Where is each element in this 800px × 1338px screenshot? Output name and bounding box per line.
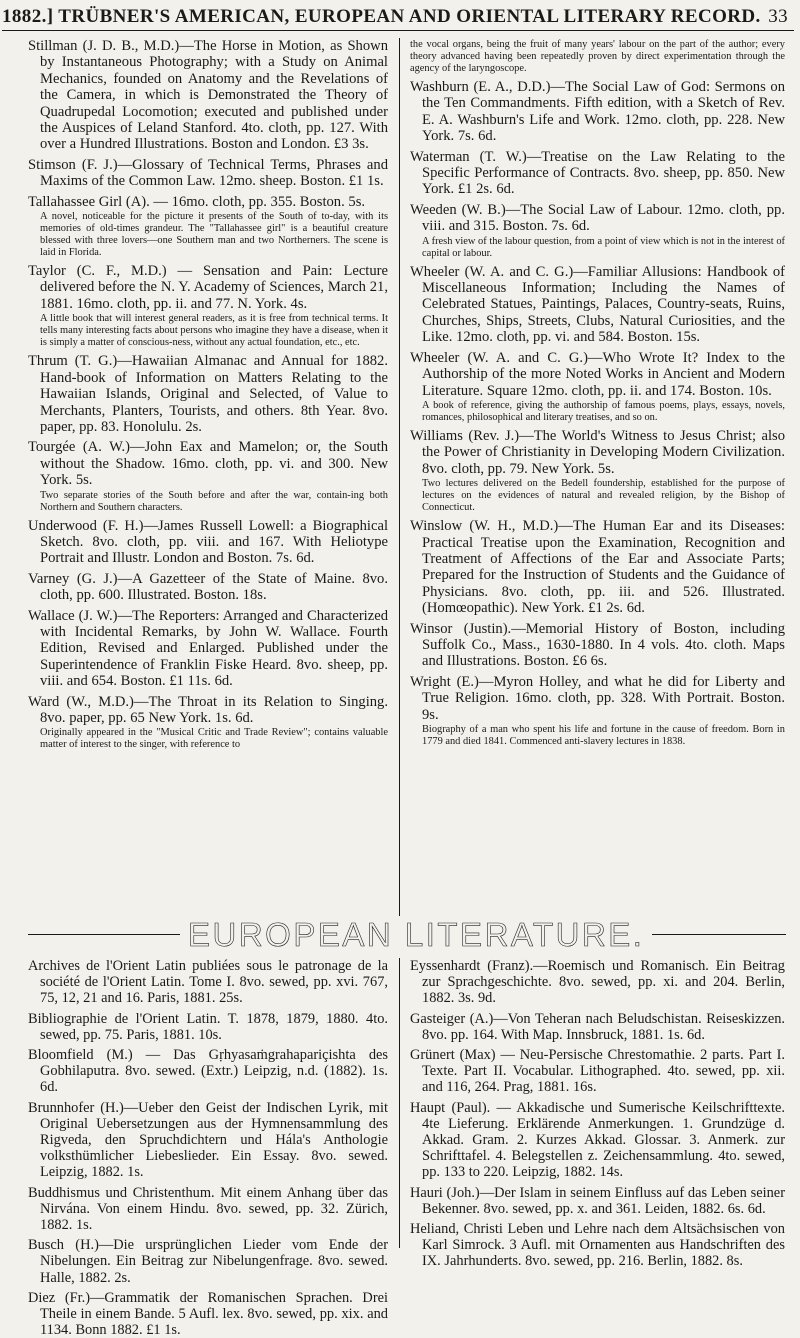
catalog-entry bbox=[28, 1290, 388, 1338]
entry-text: Wallace (J. W.)—The Reporters: Arranged and Characterized with Incidental Remarks, by John W. Wallace. Fourth Edition, Revised and Enlarged. Published under the Superintendence of Franklin Fiske Heard. 8vo. sheep, pp. viii. and 654. Boston. £1 11s. 6d. bbox=[28, 607, 388, 690]
entry-text: Brunnhofer (H.)—Ueber den Geist der Indischen Lyrik, mit Original Uebersetzungen aus der Hymnensammlung des Rigveda, den Spruchdichtern und Hála's Anthologie volksthümlicher Liebeslieder. Ein Essay. 8vo. sewed. Leipzig, 1882. 1s. bbox=[28, 1099, 388, 1181]
column-bottom-right bbox=[410, 958, 785, 1270]
entry-text: Varney (G. J.)—A Gazetteer of the State of Maine. 8vo. cloth, pp. 600. Illustrated. Boston. 18s. bbox=[28, 570, 388, 604]
catalog-entry bbox=[28, 694, 388, 752]
entry-text: Winslow (W. H., M.D.)—The Human Ear and its Diseases: Practical Treatise upon the Examination, Recognition and Treatment of Affections of the Ear and Associate Parts; Prepared for the Instruction of Students and the Guidance of Physicians. 8vo. cloth, pp. iii. and 526. Illustrated. (Homœopathic). New York. £1 2s. 6d. bbox=[410, 518, 785, 617]
entry-note: Originally appeared in the "Musical Critic and Trade Review"; contains valuable matter of interest to the singer, with reference to bbox=[40, 727, 388, 751]
entry-text: Archives de l'Orient Latin publiées sous le patronage de la société de l'Orient Latin. Tome I. 8vo. sewed, pp. xvi. 767, 75, 12, 21 and 16. Paris, 1881. 25s. bbox=[28, 958, 388, 1007]
catalog-entry bbox=[28, 263, 388, 349]
catalog-entry bbox=[28, 157, 388, 190]
catalog-entry bbox=[28, 958, 388, 1007]
entry-text: Waterman (T. W.)—Treatise on the Law Relating to the Specific Performance of Contracts. 8vo. sheep, pp. 850. New York. £1 2s. 6d. bbox=[410, 148, 785, 198]
entry-text: Diez (Fr.)—Grammatik der Romanischen Sprachen. Drei Theile in einem Bande. 5 Aufl. lex. 8vo. sewed, pp. xix. and 1134. Bonn 1882. £1 1s. bbox=[28, 1289, 388, 1338]
catalog-entry bbox=[28, 1100, 388, 1181]
entry-text: Taylor (C. F., M.D.) — Sensation and Pain: Lecture delivered before the N. Y. Academy of Sciences, March 21, 1881. 16mo. cloth, pp. ii. and 77. N. York. 4s. bbox=[28, 263, 388, 312]
catalog-entry bbox=[28, 439, 388, 513]
running-header bbox=[2, 6, 794, 31]
column-top-left bbox=[28, 38, 388, 928]
catalog-entry bbox=[410, 202, 785, 260]
catalog-entry bbox=[28, 353, 388, 435]
entry-text: Thrum (T. G.)—Hawaiian Almanac and Annual for 1882. Hand-book of Information on Matters Relating to the Hawaiian Islands, Original and Selected, of Value to Merchants, Planters, Tourists, and others. 8th Year. 8vo. paper, pp. 83. Honolulu. 2s. bbox=[28, 353, 388, 435]
section-title: EUROPEAN LITERATURE. bbox=[180, 916, 652, 952]
entry-text: Grünert (Max) — Neu-Persische Chrestomathie. 2 parts. Part I. Texte. Part II. Vocabular. Lithographed. 4to. sewed, pp. xii. and 116, 264. Prag, 1881. 16s. bbox=[410, 1047, 785, 1096]
entry-note: A little book that will interest general readers, as it is free from technical terms. It tells many interesting facts about persons who imagine they have a disease, when it is simply a matter of conscious-ness, without any actual foundation, etc., etc. bbox=[40, 313, 388, 349]
entry-text: Washburn (E. A., D.D.)—The Social Law of God: Sermons on the Ten Commandments. Fifth edition, with a Sketch of Rev. E. A. Washburn's Life and Work. 12mo. cloth, pp. 228. New York. 7s. 6d. bbox=[410, 79, 785, 145]
catalog-entry bbox=[410, 958, 785, 1007]
entry-text: Wright (E.)—Myron Holley, and what he did for Liberty and True Religion. 16mo. cloth, pp. 328. With Portrait. Boston. 9s. bbox=[410, 673, 785, 723]
catalog-entry bbox=[410, 350, 785, 424]
column-bottom-left bbox=[28, 958, 388, 1338]
catalog-entry bbox=[28, 38, 388, 153]
catalog-entry bbox=[410, 621, 785, 670]
entry-text: Buddhismus und Christenthum. Mit einem Anhang über das Nirvána. Von einem Hindu. 8vo. sewed, pp. 32. Zürich, 1882. 1s. bbox=[28, 1184, 388, 1234]
catalog-entry bbox=[28, 518, 388, 567]
entry-text: Stimson (F. J.)—Glossary of Technical Terms, Phrases and Maxims of the Common Law. 12mo. sheep. Boston. £1 1s. bbox=[28, 156, 388, 190]
entry-text: Bibliographie de l'Orient Latin. T. 1878, 1879, 1880. 4to. sewed, pp. 75. Paris, 1881. 10s. bbox=[28, 1010, 388, 1043]
entry-text: Eyssenhardt (Franz).—Roemisch und Romanisch. Ein Beitrag zur Sprachgeschichte. 8vo. sewed, pp. xi. and 204. Berlin, 1882. 3s. 9d. bbox=[410, 958, 785, 1007]
entry-text: Gasteiger (A.)—Von Teheran nach Beludschistan. Reiseskizzen. 8vo. pp. 164. With Map. Innsbruck, 1881. 1s. 6d. bbox=[410, 1010, 785, 1043]
catalog-entry bbox=[28, 1185, 388, 1234]
entry-note: A novel, noticeable for the picture it presents of the South of to-day, with its memories of old-times grandeur. The "Tallahassee girl" is a beautiful creature blessed with three lovers—one Southern man and two Northerners. The scene is laid in Florida. bbox=[40, 211, 388, 259]
entry-text: Winsor (Justin).—Memorial History of Boston, including Suffolk Co., Mass., 1630-1880. In 4 vols. 4to. cloth. Maps and Illustrations. Boston. £6 6s. bbox=[410, 620, 785, 670]
entry-note: Biography of a man who spent his life and fortune in the cause of freedom. Born in 1779 and died 1841. Commenced anti-slavery lectures in 1838. bbox=[422, 724, 785, 747]
entry-text: Bloomfield (M.) — Das Gṛhyasaṁgrahapariçishta des Gobhilaputra. 8vo. sewed. (Extr.) Leipzig, n.d. (1882). 1s. 6d. bbox=[28, 1047, 388, 1096]
entry-text: Stillman (J. D. B., M.D.)—The Horse in Motion, as Shown by Instantaneous Photography; with a Study on Animal Mechanics, founded on Anatomy and the Revelations of the Camera, in which is Demonstrated the Theory of Quadrupedal Locomotion; executed and published under the Auspices of Leland Stanford. 4to. cloth, pp. 127. With over a Hundred Illustrations. Boston and London. £3 3s. bbox=[28, 38, 388, 153]
entry-text: Busch (H.)—Die ursprünglichen Lieder vom Ende der Nibelungen. Ein Beitrag zur Nibelungenfrage. 8vo. sewed. Halle, 1882. 2s. bbox=[28, 1237, 388, 1286]
catalog-entry bbox=[410, 79, 785, 145]
catalog-entry bbox=[410, 1047, 785, 1096]
column-divider-top bbox=[399, 38, 400, 928]
catalog-entry bbox=[410, 1221, 785, 1270]
entry-text: Heliand, Christi Leben und Lehre nach dem Altsächsischen von Karl Simrock. 3 Aufl. mit Ornamenten aus Handschriften des IX. Jahrhunderts. 8vo. sewed, pp. 216. Berlin, 1882. 8s. bbox=[410, 1221, 785, 1270]
catalog-entry bbox=[28, 194, 388, 259]
entry-note: A fresh view of the labour question, from a point of view which is not in the interest of capital or labour. bbox=[422, 235, 785, 259]
column-divider-bottom bbox=[399, 958, 400, 1248]
catalog-entry bbox=[410, 1185, 785, 1217]
catalog-entry bbox=[410, 149, 785, 198]
catalog-entry bbox=[410, 39, 785, 75]
catalog-entry bbox=[410, 264, 785, 346]
entry-text: Williams (Rev. J.)—The World's Witness to Jesus Christ; also the Power of Christianity in Developing Modern Civilization. 8vo. cloth, pp. 79. New York. 5s. bbox=[410, 427, 785, 477]
entry-text: Tallahassee Girl (A). — 16mo. cloth, pp. 355. Boston. 5s. bbox=[28, 193, 366, 210]
catalog-entry bbox=[410, 1011, 785, 1043]
entry-text: Haupt (Paul). — Akkadische und Sumerische Keilschrifttexte. 4te Lieferung. Erklärende Anmerkungen. 1. Grundzüge d. Akkad. Gram. 2. Kurzes Akkad. Glossar. 3. Anmerk. zur Schrifttafel. 4. Belegstellen z. Zeichensammlung. 4to. sewed, pp. 133 to 220. Leipzig, 1882. 14s. bbox=[410, 1099, 785, 1181]
running-header-title: 1882.] TRÜBNER'S AMERICAN, EUROPEAN AND ORIENTAL LITERARY RECORD. bbox=[2, 6, 761, 27]
entry-note: Two lectures delivered on the Bedell foundership, established for the purpose of lectures on the evidences of natural and revealed religion, by the Bishop of Connecticut. bbox=[422, 478, 785, 514]
catalog-entry bbox=[410, 428, 785, 514]
catalog-entry bbox=[410, 1100, 785, 1181]
entry-note: A book of reference, giving the authorship of famous poems, plays, essays, novels, romances, philosophical and literary treatises, and so on. bbox=[422, 399, 785, 423]
entry-text: Hauri (Joh.)—Der Islam in seinem Einfluss auf das Leben seiner Bekenner. 8vo. sewed, pp. x. and 361. Leiden, 1882. 6s. 6d. bbox=[410, 1184, 785, 1217]
entry-text: Underwood (F. H.)—James Russell Lowell: a Biographical Sketch. 8vo. cloth, pp. viii. and 167. With Heliotype Portrait and Illustr. London and Boston. 7s. 6d. bbox=[28, 517, 388, 567]
catalog-entry bbox=[28, 571, 388, 604]
entry-text: Ward (W., M.D.)—The Throat in its Relation to Singing. 8vo. paper, pp. 65 New York. 1s. 6d. bbox=[28, 693, 388, 726]
catalog-entry bbox=[28, 608, 388, 690]
page-number: 33 bbox=[768, 6, 788, 27]
catalog-entry bbox=[28, 1047, 388, 1096]
entry-text: Wheeler (W. A. and C. G.)—Familiar Allusions: Handbook of Miscellaneous Information; Including the Names of Celebrated Statues, Paintings, Palaces, Country-seats, Ruins, Churches, Ships, Streets, Clubs, Natural Curiosities, and the Like. 12mo. cloth, pp. vi. and 584. Boston. 15s. bbox=[410, 263, 785, 346]
entry-note: Two separate stories of the South before and after the war, contain-ing both Northern and Southern characters. bbox=[40, 489, 388, 513]
entry-text: Tourgée (A. W.)—John Eax and Mamelon; or, the South without the Shadow. 16mo. cloth, pp. vi. and 300. New York. 5s. bbox=[28, 439, 388, 489]
entry-text: Wheeler (W. A. and C. G.)—Who Wrote It? Index to the Authorship of the more Noted Works in Ancient and Modern Literature. Square 12mo. cloth, pp. ii. and 174. Boston. 10s. bbox=[410, 349, 785, 399]
entry-note: the vocal organs, being the fruit of many years' labour on the part of the author; every theory advanced having been repeatedly proven by direct experimentation through the agency of the laryngoscope. bbox=[410, 39, 785, 74]
column-top-right bbox=[410, 38, 785, 928]
catalog-entry bbox=[410, 674, 785, 748]
entry-text: Weeden (W. B.)—The Social Law of Labour. 12mo. cloth, pp. viii. and 315. Boston. 7s. 6d. bbox=[410, 201, 785, 235]
catalog-entry bbox=[28, 1237, 388, 1286]
catalog-entry bbox=[28, 1011, 388, 1043]
catalog-entry bbox=[410, 518, 785, 616]
